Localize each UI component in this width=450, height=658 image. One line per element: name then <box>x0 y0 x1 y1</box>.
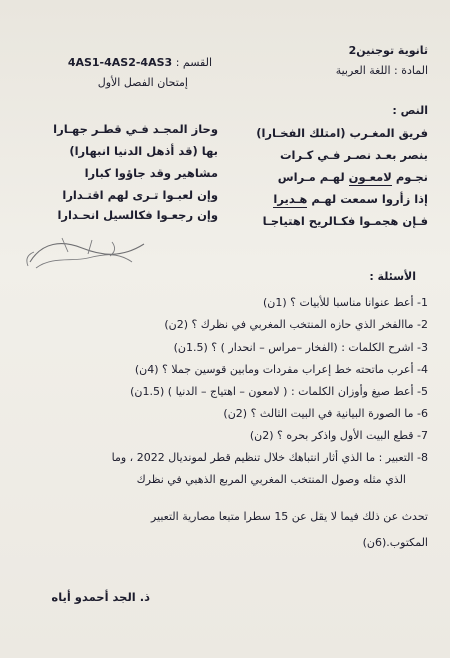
poem-verse-4-right <box>273 192 428 206</box>
questions-heading: الأسئلة : <box>369 270 416 283</box>
exam-title: إمتحان الفصل الأول <box>97 76 188 89</box>
poem-verse-5-left: وإن رجعـوا فكالسيل انحـدارا <box>57 208 218 222</box>
question-5: 5- أعط صيغ وأوزان الكلمات : ( لامعون – اهتياج – الدنيا ) (1.5ن) <box>130 385 428 398</box>
poem-verse-1-right: فريق المغـرب (امتلك الفخـارا) <box>256 126 428 140</box>
poem-verse-3-left: مشاهير وقد جاؤوا كبارا <box>84 166 218 180</box>
question-4: 4- أعرب ماتحته خط إعراب مفردات ومابين قوسين جملا ؟ (4ن) <box>134 363 428 376</box>
subject-line <box>336 64 428 78</box>
school-name: ثانوية توجنين2 <box>348 44 428 57</box>
poem-verse-2-left: بها (قد أذهل الدنيا انبهارا) <box>69 144 218 158</box>
section-line <box>68 56 212 70</box>
section-value: 4AS1-4AS2-4AS3 <box>67 56 173 69</box>
subject-label: المادة : <box>394 64 428 77</box>
poem-word: لهـم مـراس <box>277 170 349 184</box>
subject-value: اللغة العربية <box>335 64 391 77</box>
poem-verse-1-left: وحاز المجـد فـي قطـر جهـارا <box>53 122 218 136</box>
instructions-1: تحدث عن ذلك فيما لا يقل عن 15 سطرا متبعا مصارية التعبير <box>150 510 428 523</box>
poem-word: إذا زأروا سمعت لهـم <box>307 192 428 206</box>
poem-verse-2-right: بنصر بعـد نصـر فـي كـرات <box>280 148 428 162</box>
teacher-name: ذ. الجد أحمدو أياه <box>51 590 150 604</box>
underlined-word: لامعـون <box>348 170 392 184</box>
underlined-word: هـديرا <box>273 192 308 206</box>
question-7: 7- قطع البيت الأول واذكر بحره ؟ (2ن) <box>249 429 428 442</box>
text-heading: النص : <box>392 104 428 117</box>
question-8: 8- التعبير : ما الذي أثار انتباهك خلال تنظيم قطر لمونديال 2022 ، وما <box>111 451 428 464</box>
poem-word: نجـوم <box>391 170 428 184</box>
question-8-cont: الذي مثله وصول المنتخب المغربي المربع الذهبي في نظرك <box>136 473 406 486</box>
question-3: 3- اشرح الكلمات : (الفخار –مراس – انحدار ) ؟ (1.5ن) <box>173 341 428 354</box>
question-1: 1- أعط عنوانا مناسبا للأبيات ؟ (1ن) <box>262 296 428 309</box>
section-label: القسم : <box>175 56 212 69</box>
question-6: 6- ما الصورة البيانية في البيت الثالث ؟ (2ن) <box>223 407 428 420</box>
handwritten-scribble <box>22 232 152 276</box>
instructions-2: المكتوب.(6ن) <box>362 536 428 549</box>
poem-verse-3-right <box>278 170 428 184</box>
poem-verse-4-left: وإن لعبـوا تـرى لهم اقتـدارا <box>62 188 218 202</box>
poem-verse-5-right: فـإن هجمـوا فكـالريح اهتياجـا <box>262 214 428 228</box>
question-2: 2- ماالفخر الذي حازه المنتخب المغربي في نظرك ؟ (2ن) <box>164 318 428 331</box>
